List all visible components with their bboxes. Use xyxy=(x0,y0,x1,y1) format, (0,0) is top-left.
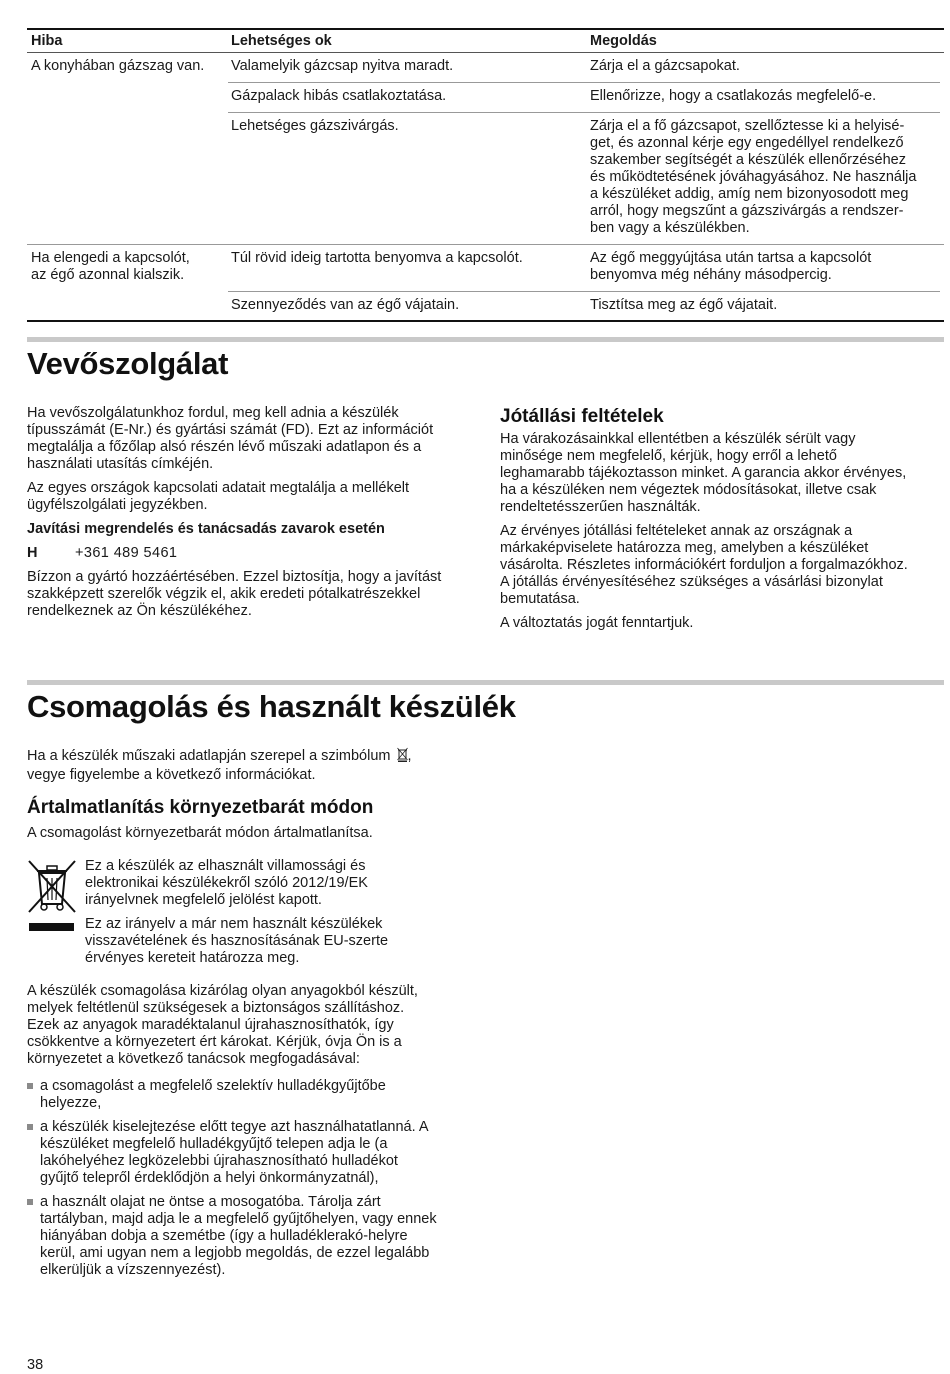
disposal-section xyxy=(27,796,477,849)
solution-cell: Ellenőrizze, hogy a csatlakozás megfelelő-e. xyxy=(590,88,877,104)
intro-comma: , xyxy=(407,748,412,764)
table-header xyxy=(27,30,944,53)
country-code: H xyxy=(27,545,38,561)
packaging-body xyxy=(27,983,477,1286)
cause-cell: Valamelyik gázcsap nyitva maradt. xyxy=(231,58,454,74)
repair-heading: Javítási megrendelés és tanácsadás zavarok esetén xyxy=(27,521,385,537)
bullet-square-icon xyxy=(27,1083,33,1089)
fault-cell: Ha elengedi a kapcsolót, az égő azonnal kialszik. xyxy=(31,250,190,283)
bullet-list xyxy=(27,1078,477,1279)
solution-cell: Tisztítsa meg az égő vájatait. xyxy=(590,297,778,313)
weee-paragraph: Ez az irányelv a már nem használt készülékek visszavételének és hasznosításának EU-szerte érvényes kereteit határozza meg. xyxy=(85,916,389,966)
packaging-title: Csomagolás és használt készülék xyxy=(27,689,516,724)
weee-text xyxy=(85,858,465,974)
cause-cell: Gázpalack hibás csatlakoztatása. xyxy=(231,88,447,104)
solution-cell: Az égő meggyújtása után tartsa a kapcsolót benyomva még néhány másodpercig. xyxy=(590,250,872,283)
service-title: Vevőszolgálat xyxy=(27,346,229,381)
table-row xyxy=(228,245,940,291)
phone-row xyxy=(27,545,477,562)
list-item xyxy=(27,1194,477,1279)
intro-paragraph xyxy=(27,747,477,784)
troubleshooting-table xyxy=(27,28,944,322)
service-paragraph: Az egyes országok kapcsolati adatait megtalálja a mellékelt ügyfélszolgálati jegyzékben. xyxy=(27,480,410,513)
disposal-paragraph: A csomagolást környezetbarát módon ártalmatlanítsa. xyxy=(27,825,373,841)
bullet-square-icon xyxy=(27,1124,33,1130)
section-divider xyxy=(27,680,944,685)
list-item-text: a csomagolást a megfelelő szelektív hulladékgyűjtőbe helyezze, xyxy=(40,1078,386,1111)
intro-text: Ha a készülék műszaki adatlapján szerepel a szimbólum xyxy=(27,748,391,764)
warranty-paragraph: A változtatás jogát fenntartjuk. xyxy=(500,615,694,631)
table-row xyxy=(228,82,940,112)
service-paragraph: Bízzon a gyártó hozzáértésében. Ezzel biztosítja, hogy a javítást szakképzett szerelők végzik el, akik eredeti pótalkatrészekkel rendelkeznek az Ön készülékéhez. xyxy=(27,569,442,619)
table-row xyxy=(228,291,940,320)
table-row xyxy=(228,112,940,244)
warranty-column xyxy=(500,405,945,639)
service-column xyxy=(27,405,477,627)
bullet-square-icon xyxy=(27,1199,33,1205)
table-group xyxy=(27,53,944,245)
solution-cell: Zárja el a fő gázcsapot, szellőztesse ki a helyisé- get, és azonnal kérje egy engedéllyel rendelkező szakember segítségét a készülék ellenőrzéséhez és működtetésének jóváhagyásához. Ne használja a készüléket addig, amíg nem bizonyosodott meg arról, hogy megszűnt a gázszivárgás a rendszer- ben vagy a készülékben. xyxy=(590,118,917,236)
solution-cell: Zárja el a gázcsapokat. xyxy=(590,58,740,74)
disposal-title: Ártalmatlanítás környezetbarát módon xyxy=(27,797,374,818)
list-item xyxy=(27,1078,477,1112)
packaging-intro xyxy=(27,747,477,791)
warranty-title: Jótállási feltételek xyxy=(500,406,664,427)
cause-cell: Lehetséges gázszivárgás. xyxy=(231,118,399,134)
table-group xyxy=(27,245,944,320)
list-item xyxy=(27,1119,477,1187)
intro-text: vegye figyelembe a következő információkat. xyxy=(27,767,316,783)
fault-cell: A konyhában gázszag van. xyxy=(31,58,205,74)
page-number: 38 xyxy=(27,1357,44,1373)
weee-small-icon xyxy=(397,747,408,767)
header-cause: Lehetséges ok xyxy=(231,32,332,49)
list-item-text: a készülék kiselejtezése előtt tegye azt használhatatlanná. A készüléket megfelelő hulladékgyűjtő telepen adja le (a lakóhelyéhez legközelebbi újrahasznosítható hulladékot gyűjtő telepről érdeklődjön a helyi önkormányzatnál), xyxy=(40,1119,429,1186)
header-fault: Hiba xyxy=(31,32,63,49)
warranty-paragraph: Az érvényes jótállási feltételeket annak az országnak a márkaképviselete határozza meg, amelyben a készüléket vásárolta. Részletes információkért forduljon a forgalmazókhoz. A jótállás érvényesítéséhez szükséges a vásárlási bizonylat bemutatása. xyxy=(500,523,908,607)
section-divider xyxy=(27,337,944,342)
weee-paragraph: Ez a készülék az elhasznált villamossági és elektronikai készülékekről szóló 2012/19/EK irányelvnek megfelelő jelölést kapott. xyxy=(85,858,368,908)
weee-bin-icon xyxy=(27,858,77,939)
service-paragraph: Ha vevőszolgálatunkhoz fordul, meg kell adnia a készülék típusszámát (E-Nr.) és gyártási számát (FD). Ezt az információt megtalálja a főzőlap alsó részén lévő műszaki adatlapon és a használati utasítás címkéjén. xyxy=(27,405,434,472)
header-solution: Megoldás xyxy=(590,32,657,49)
packaging-paragraph: A készülék csomagolása kizárólag olyan anyagokból készült, melyek feltétlenül szükségesek a biztonságos szállításhoz. Ezek az anyagok maradéktalanul újrahasznosíthatók, így csökkentve a környezetert ért károkat. Kérjük, óvja Ön is a környezetet a következő tanácsok megfogadásával: xyxy=(27,983,418,1067)
cause-cell: Túl rövid ideig tartotta benyomva a kapcsolót. xyxy=(231,250,523,266)
phone-number: +361 489 5461 xyxy=(75,545,178,561)
cause-cell: Szennyeződés van az égő vájatain. xyxy=(231,297,460,313)
table-row xyxy=(228,53,940,82)
list-item-text: a használt olajat ne öntse a mosogatóba. Tárolja zárt tartályban, majd adja le a megfelelő gyűjtőhelyen, vagy ennek hiányában dobja a szemétbe (így a hulladéklerakó-helyre kerül, ami ugyan nem a legjobb megoldás, de ezzel legalább elkerüljük a vízszennyezést). xyxy=(40,1194,437,1278)
warranty-paragraph: Ha várakozásainkkal ellentétben a készülék sérült vagy minősége nem megfelelő, kérjük, hogy erről a lehető leghamarabb tájékoztasson minket. A garancia akkor érvényes, ha a készüléken nem végeztek módosításokat, illetve csak rendeltetésszerűen használták. xyxy=(500,431,907,515)
